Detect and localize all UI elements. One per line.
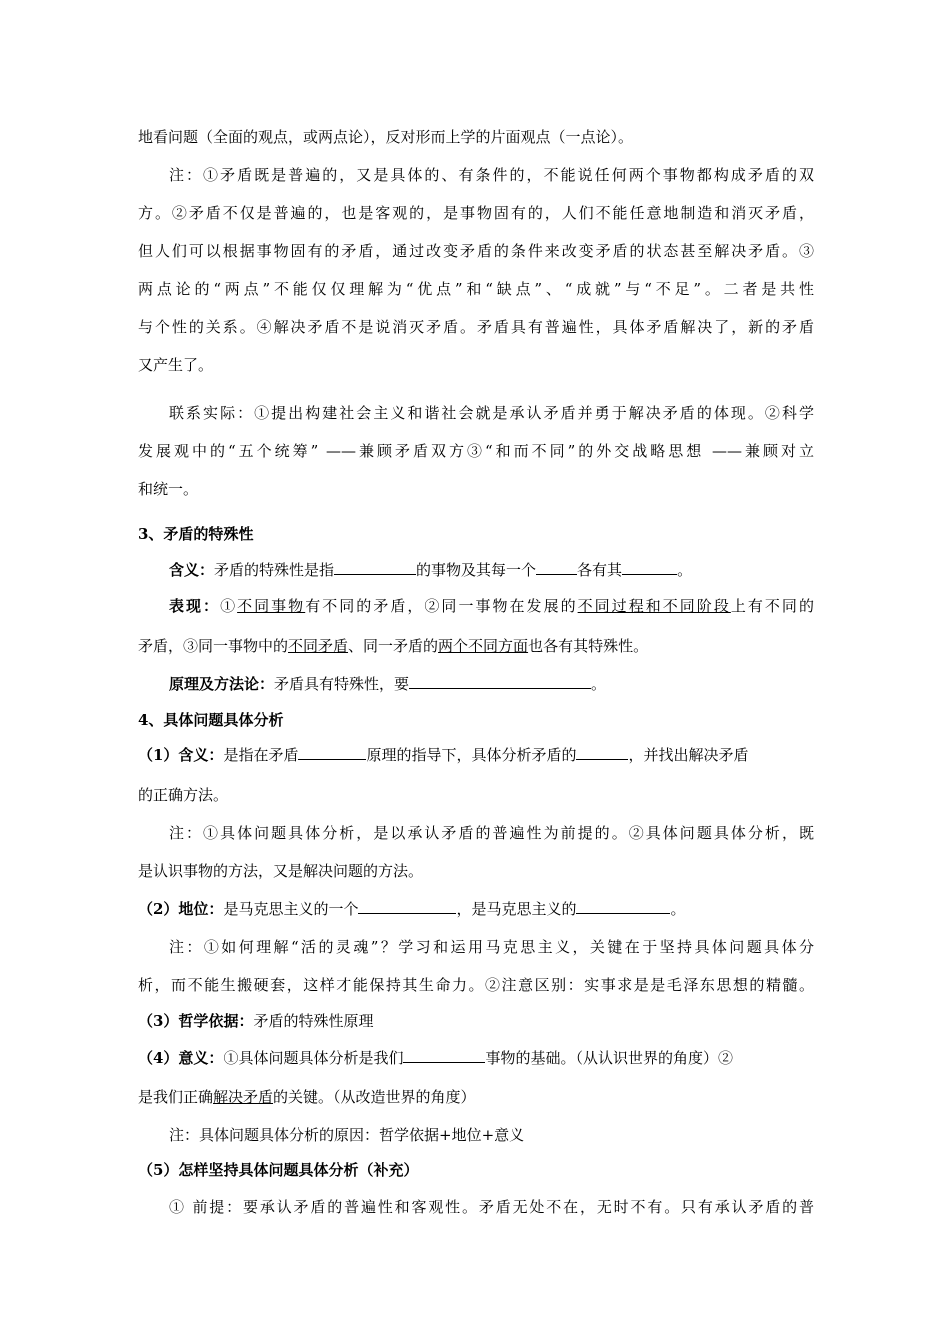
text: ，并找出解决矛盾 (628, 746, 749, 764)
underlined-text: 两个不同方面 (438, 637, 529, 655)
definition-line (169, 560, 814, 580)
fill-blank[interactable] (298, 745, 366, 760)
definition-label: 含义： (169, 561, 215, 579)
item-line (138, 1048, 814, 1068)
text: 各有其 (577, 561, 623, 579)
principle-line (169, 674, 814, 694)
text: 矛盾的特殊性是指 (214, 561, 335, 579)
note-line: 注：①具体问题具体分析，是以承认矛盾的普遍性为前提的。②具体问题具体分析，既 (169, 824, 814, 842)
text: 是我们正确 (138, 1088, 214, 1106)
expression-line-2 (138, 636, 814, 656)
text-line: 地看问题（全面的观点，或两点论），反对形而上学的片面观点（一点论）。 (138, 128, 634, 146)
item-line (138, 745, 814, 765)
text: ，是马克思主义的 (456, 900, 577, 918)
expression-line (169, 596, 814, 616)
note-line: 析，而不能生搬硬套，这样才能保持其生命力。②注意区别：实事求是是毛泽东思想的精髓。 (138, 976, 814, 994)
underlined-text: 解决矛盾 (213, 1088, 274, 1106)
fill-blank[interactable] (536, 560, 577, 575)
fill-blank[interactable] (622, 560, 677, 575)
item-label: （1）含义： (138, 746, 224, 764)
underlined-text: 不同矛盾 (288, 637, 349, 655)
item-heading: （5）怎样坚持具体问题具体分析（补充） (138, 1161, 419, 1179)
note-line: 注：具体问题具体分析的原因：哲学依据+地位+意义 (169, 1126, 525, 1144)
section-heading: 4、具体问题具体分析 (138, 711, 284, 729)
text: 上有不同的 (730, 597, 814, 615)
fill-blank[interactable] (334, 560, 416, 575)
text-line: 和统一。 (138, 480, 199, 498)
text: 也各有其特殊性。 (528, 637, 649, 655)
text: ①具体问题具体分析是我们 (223, 1049, 404, 1067)
text: 是马克思主义的一个 (223, 900, 359, 918)
fill-blank[interactable] (576, 745, 628, 760)
text-line: 但人们可以根据事物固有的矛盾，通过改变矛盾的条件来改变矛盾的状态甚至解决矛盾。③ (138, 242, 814, 260)
text: 原理的指导下，具体分析矛盾的 (366, 746, 577, 764)
fill-blank[interactable] (403, 1048, 485, 1063)
text-line: 又产生了。 (138, 356, 214, 374)
item-label: （2）地位： (138, 900, 224, 918)
fill-blank[interactable] (358, 899, 456, 914)
text-line: 的正确方法。 (138, 786, 229, 804)
text: ① (220, 597, 238, 615)
item-label: （4）意义： (138, 1049, 224, 1067)
text: 的关键。（从改造世界的角度） (273, 1088, 476, 1106)
text-line: 两点论的“两点”不能仅仅理解为“优点”和“缺点”、“成就”与“不足”。二者是共性 (138, 280, 814, 298)
text: 矛盾的特殊性原理 (253, 1012, 374, 1030)
fill-blank[interactable] (409, 674, 591, 689)
principle-label: 原理及方法论： (169, 675, 275, 693)
text-line: 注：①矛盾既是普遍的，又是具体的、有条件的，不能说任何两个事物都构成矛盾的双 (169, 166, 814, 184)
fill-blank[interactable] (576, 899, 670, 914)
text-line: 联系实际：①提出构建社会主义和谐社会就是承认矛盾并勇于解决矛盾的体现。②科学 (169, 404, 814, 422)
underlined-text: 不同事物 (237, 597, 306, 615)
item-line (138, 1011, 814, 1031)
item-line (138, 899, 814, 919)
text: 事物的基础。（从认识世界的角度）② (485, 1049, 733, 1067)
text-line: ① 前提：要承认矛盾的普遍性和客观性。矛盾无处不在，无时不有。只有承认矛盾的普 (169, 1198, 814, 1216)
text: 的事物及其每一个 (416, 561, 537, 579)
text-line: 与个性的关系。④解决矛盾不是说消灭矛盾。矛盾具有普遍性，具体矛盾解决了，新的矛盾 (138, 318, 814, 336)
text: 矛盾，③同一事物中的 (138, 637, 289, 655)
note-line: 注：①如何理解“活的灵魂”？学习和运用马克思主义，关键在于坚持具体问题具体分 (169, 938, 814, 956)
item-label: （3）哲学依据： (138, 1012, 254, 1030)
text: 。 (670, 900, 686, 918)
note-line: 是认识事物的方法，又是解决问题的方法。 (138, 862, 424, 880)
text-line: 发展观中的“五个统筹” ——兼顾矛盾双方③“和而不同”的外交战略思想 ——兼顾对立 (138, 442, 814, 460)
text: 。 (677, 561, 693, 579)
expression-label: 表现： (169, 597, 221, 615)
text: 矛盾具有特殊性，要 (274, 675, 410, 693)
underlined-text: 不同过程和不同阶段 (577, 597, 731, 615)
section-heading: 3、矛盾的特殊性 (138, 525, 254, 543)
text: 、同一矛盾的 (348, 637, 439, 655)
text-line: 方。②矛盾不仅是普遍的，也是客观的，是事物固有的，人们不能任意地制造和消灭矛盾， (138, 204, 814, 222)
item-line-2 (138, 1087, 814, 1107)
text: 有不同的矛盾，②同一事物在发展的 (305, 597, 578, 615)
text: 是指在矛盾 (223, 746, 299, 764)
text: 。 (591, 675, 607, 693)
